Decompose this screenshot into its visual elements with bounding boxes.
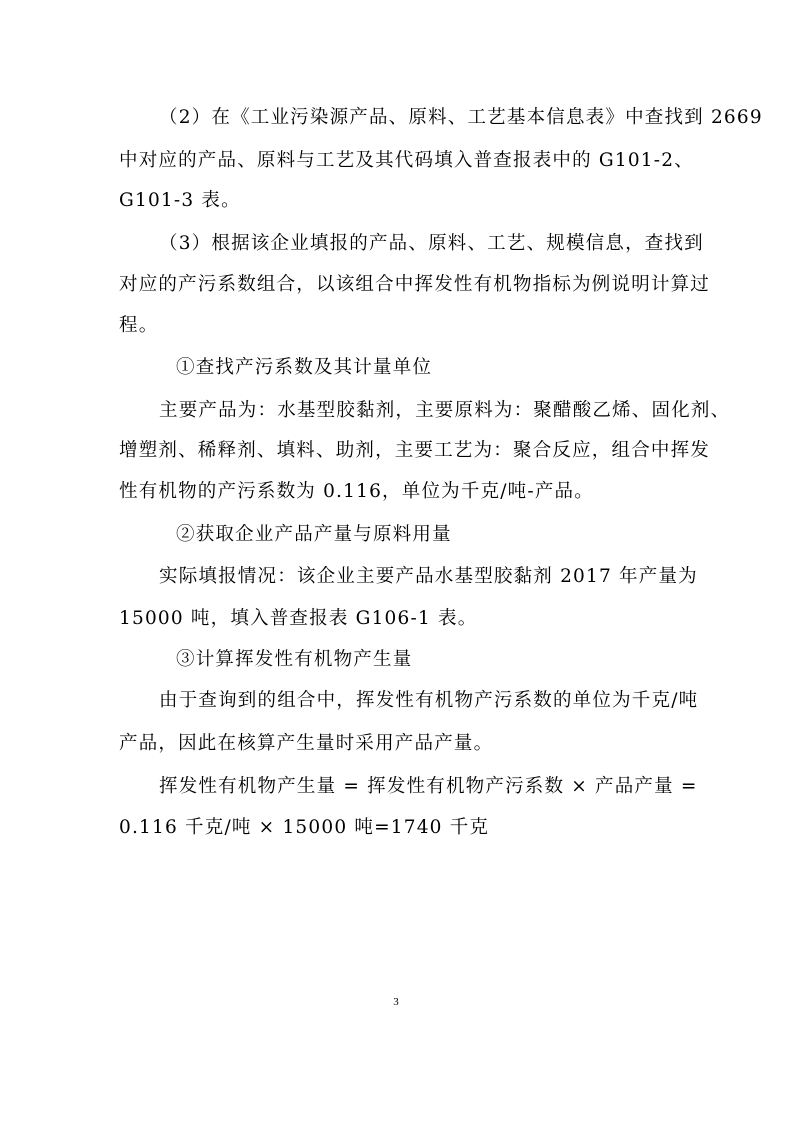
paragraph-actual-line1: 实际填报情况：该企业主要产品水基型胶黏剂 2017 年产量为	[159, 566, 698, 587]
paragraph-step2-line1: （2）在《工业污染源产品、原料、工艺基本信息表》中查找到 2669	[159, 107, 763, 128]
paragraph-step3-line3: 程。	[119, 315, 159, 336]
paragraph-step3-line2: 对应的产污系数组合，以该组合中挥发性有机物指标为例说明计算过	[119, 274, 711, 295]
paragraph-step2-line3: G101-3 表。	[119, 190, 241, 211]
paragraph-product-line1: 主要产品为：水基型胶黏剂，主要原料为：聚醋酸乙烯、固化剂、	[159, 400, 731, 421]
subheading-find-coefficient: ①查找产污系数及其计量单位	[176, 357, 433, 378]
subheading-calculate: ③计算挥发性有机物产生量	[176, 649, 413, 670]
formula-line2: 0.116 千克/吨 × 15000 吨=1740 千克	[119, 817, 490, 838]
page-number: 3	[393, 996, 399, 1008]
formula-line1: 挥发性有机物产生量 = 挥发性有机物产污系数 × 产品产量 =	[159, 776, 698, 797]
paragraph-step2-line2: 中对应的产品、原料与工艺及其代码填入普查报表中的 G101-2、	[119, 150, 694, 171]
paragraph-unit-line1: 由于查询到的组合中，挥发性有机物产污系数的单位为千克/吨	[159, 690, 699, 711]
paragraph-actual-line2: 15000 吨，填入普查报表 G106-1 表。	[119, 608, 478, 629]
subheading-get-output: ②获取企业产品产量与原料用量	[176, 524, 452, 545]
paragraph-product-line3: 性有机物的产污系数为 0.116，单位为千克/吨-产品。	[119, 481, 594, 502]
paragraph-step3-line1: （3）根据该企业填报的产品、原料、工艺、规模信息，查找到	[159, 233, 704, 254]
paragraph-unit-line2: 产品，因此在核算产生量时采用产品产量。	[119, 733, 494, 754]
paragraph-product-line2: 增塑剂、稀释剂、填料、助剂，主要工艺为：聚合反应，组合中挥发	[119, 440, 711, 461]
